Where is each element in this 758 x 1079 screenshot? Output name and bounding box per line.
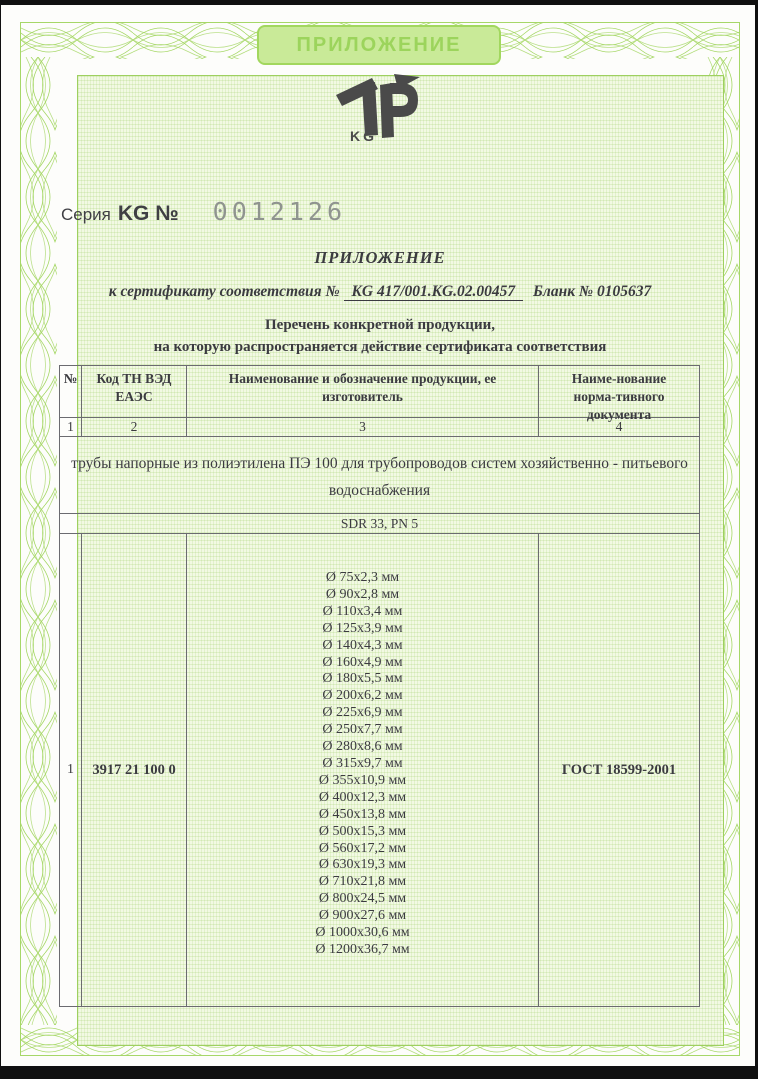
header-name: Наименование и обозначение продукции, ее изготовитель bbox=[187, 366, 539, 425]
pipe-size-item: Ø 1200x36,7 мм bbox=[315, 941, 410, 957]
table-column-numbers-row bbox=[60, 418, 699, 437]
product-list-heading-line2: на которую распространяется действие сертификата соответствия bbox=[153, 338, 607, 355]
pipe-size-item: Ø 250x7,7 мм bbox=[322, 722, 403, 738]
series-line bbox=[61, 197, 346, 226]
pipe-size-item: Ø 225x6,9 мм bbox=[322, 705, 403, 721]
appendix-banner-label: ПРИЛОЖЕНИЕ bbox=[296, 33, 462, 56]
series-label: Серия bbox=[61, 205, 111, 224]
pipe-sizes-list bbox=[187, 534, 539, 1006]
pipe-size-item: Ø 560x17,2 мм bbox=[318, 840, 407, 856]
pipe-size-item: Ø 160x4,9 мм bbox=[322, 654, 403, 670]
product-description-row: трубы напорные из полиэтилена ПЭ 100 для трубопроводов систем хозяйственно - питьевого водоснабжения bbox=[60, 437, 699, 514]
pipe-size-item: Ø 280x8,6 мм bbox=[322, 739, 403, 755]
header-num: № bbox=[60, 366, 82, 425]
pipe-size-item: Ø 450x13,8 мм bbox=[318, 806, 407, 822]
product-list-heading bbox=[1, 315, 758, 359]
table-header-row bbox=[60, 366, 699, 423]
pipe-size-item: Ø 90x2,8 мм bbox=[325, 586, 400, 602]
product-table bbox=[59, 365, 700, 1007]
pipe-size-item: Ø 315x9,7 мм bbox=[322, 755, 403, 771]
pipe-size-item: Ø 1000x30,6 мм bbox=[315, 925, 410, 941]
column-number-2: 2 bbox=[82, 418, 187, 436]
tp-kg-logo-icon bbox=[328, 73, 432, 145]
pipe-size-item: Ø 75x2,3 мм bbox=[325, 570, 400, 585]
pipe-size-item: Ø 630x19,3 мм bbox=[318, 857, 407, 873]
pipe-size-item: Ø 110x3,4 мм bbox=[322, 603, 403, 619]
pipe-size-item: Ø 140x4,3 мм bbox=[322, 637, 403, 653]
page-title: ПРИЛОЖЕНИЕ bbox=[314, 248, 446, 267]
pipe-size-item: Ø 500x15,3 мм bbox=[318, 823, 407, 839]
serial-number: 0012126 bbox=[212, 197, 346, 226]
pipe-size-item: Ø 710x21,8 мм bbox=[318, 874, 407, 890]
row-number-cell: 1 bbox=[60, 534, 82, 1006]
certificate-prefix: к сертификату соответствия № bbox=[108, 283, 340, 300]
gost-document-cell: ГОСТ 18599-2001 bbox=[561, 761, 677, 778]
appendix-banner bbox=[257, 25, 501, 65]
pipe-size-item: Ø 400x12,3 мм bbox=[318, 789, 407, 805]
certificate-reference-line bbox=[1, 283, 758, 301]
guilloche-border-left bbox=[21, 57, 57, 1025]
certificate-paper bbox=[1, 5, 755, 1066]
column-number-4: 4 bbox=[615, 419, 623, 434]
tnved-code-cell: 3917 21 100 0 bbox=[82, 534, 187, 1006]
pipe-size-item: Ø 200x6,2 мм bbox=[322, 688, 403, 704]
series-kg-prefix: KG № bbox=[117, 202, 179, 225]
table-data-row bbox=[60, 534, 699, 1006]
tp-kg-logo bbox=[328, 73, 432, 145]
product-list-heading-line1: Перечень конкретной продукции, bbox=[265, 317, 495, 333]
pipe-size-item: Ø 355x10,9 мм bbox=[318, 772, 407, 788]
header-code: Код ТН ВЭД ЕАЭС bbox=[82, 366, 187, 425]
certificate-number: KG 417/001.KG.02.00457 bbox=[344, 283, 524, 301]
pipe-size-item: Ø 900x27,6 мм bbox=[318, 908, 407, 924]
pipe-size-item: Ø 180x5,5 мм bbox=[322, 671, 403, 687]
blank-number: Бланк № 0105637 bbox=[533, 283, 652, 300]
svg-text:KG: KG bbox=[350, 128, 377, 144]
pipe-size-item: Ø 800x24,5 мм bbox=[318, 891, 407, 907]
header-doc: Наиме-нование норма-тивного документа bbox=[571, 371, 667, 423]
pipe-size-item: Ø 125x3,9 мм bbox=[322, 620, 403, 636]
series-spec-row: SDR 33, PN 5 bbox=[60, 514, 699, 534]
column-number-1: 1 bbox=[60, 418, 82, 436]
column-number-3: 3 bbox=[187, 418, 539, 436]
